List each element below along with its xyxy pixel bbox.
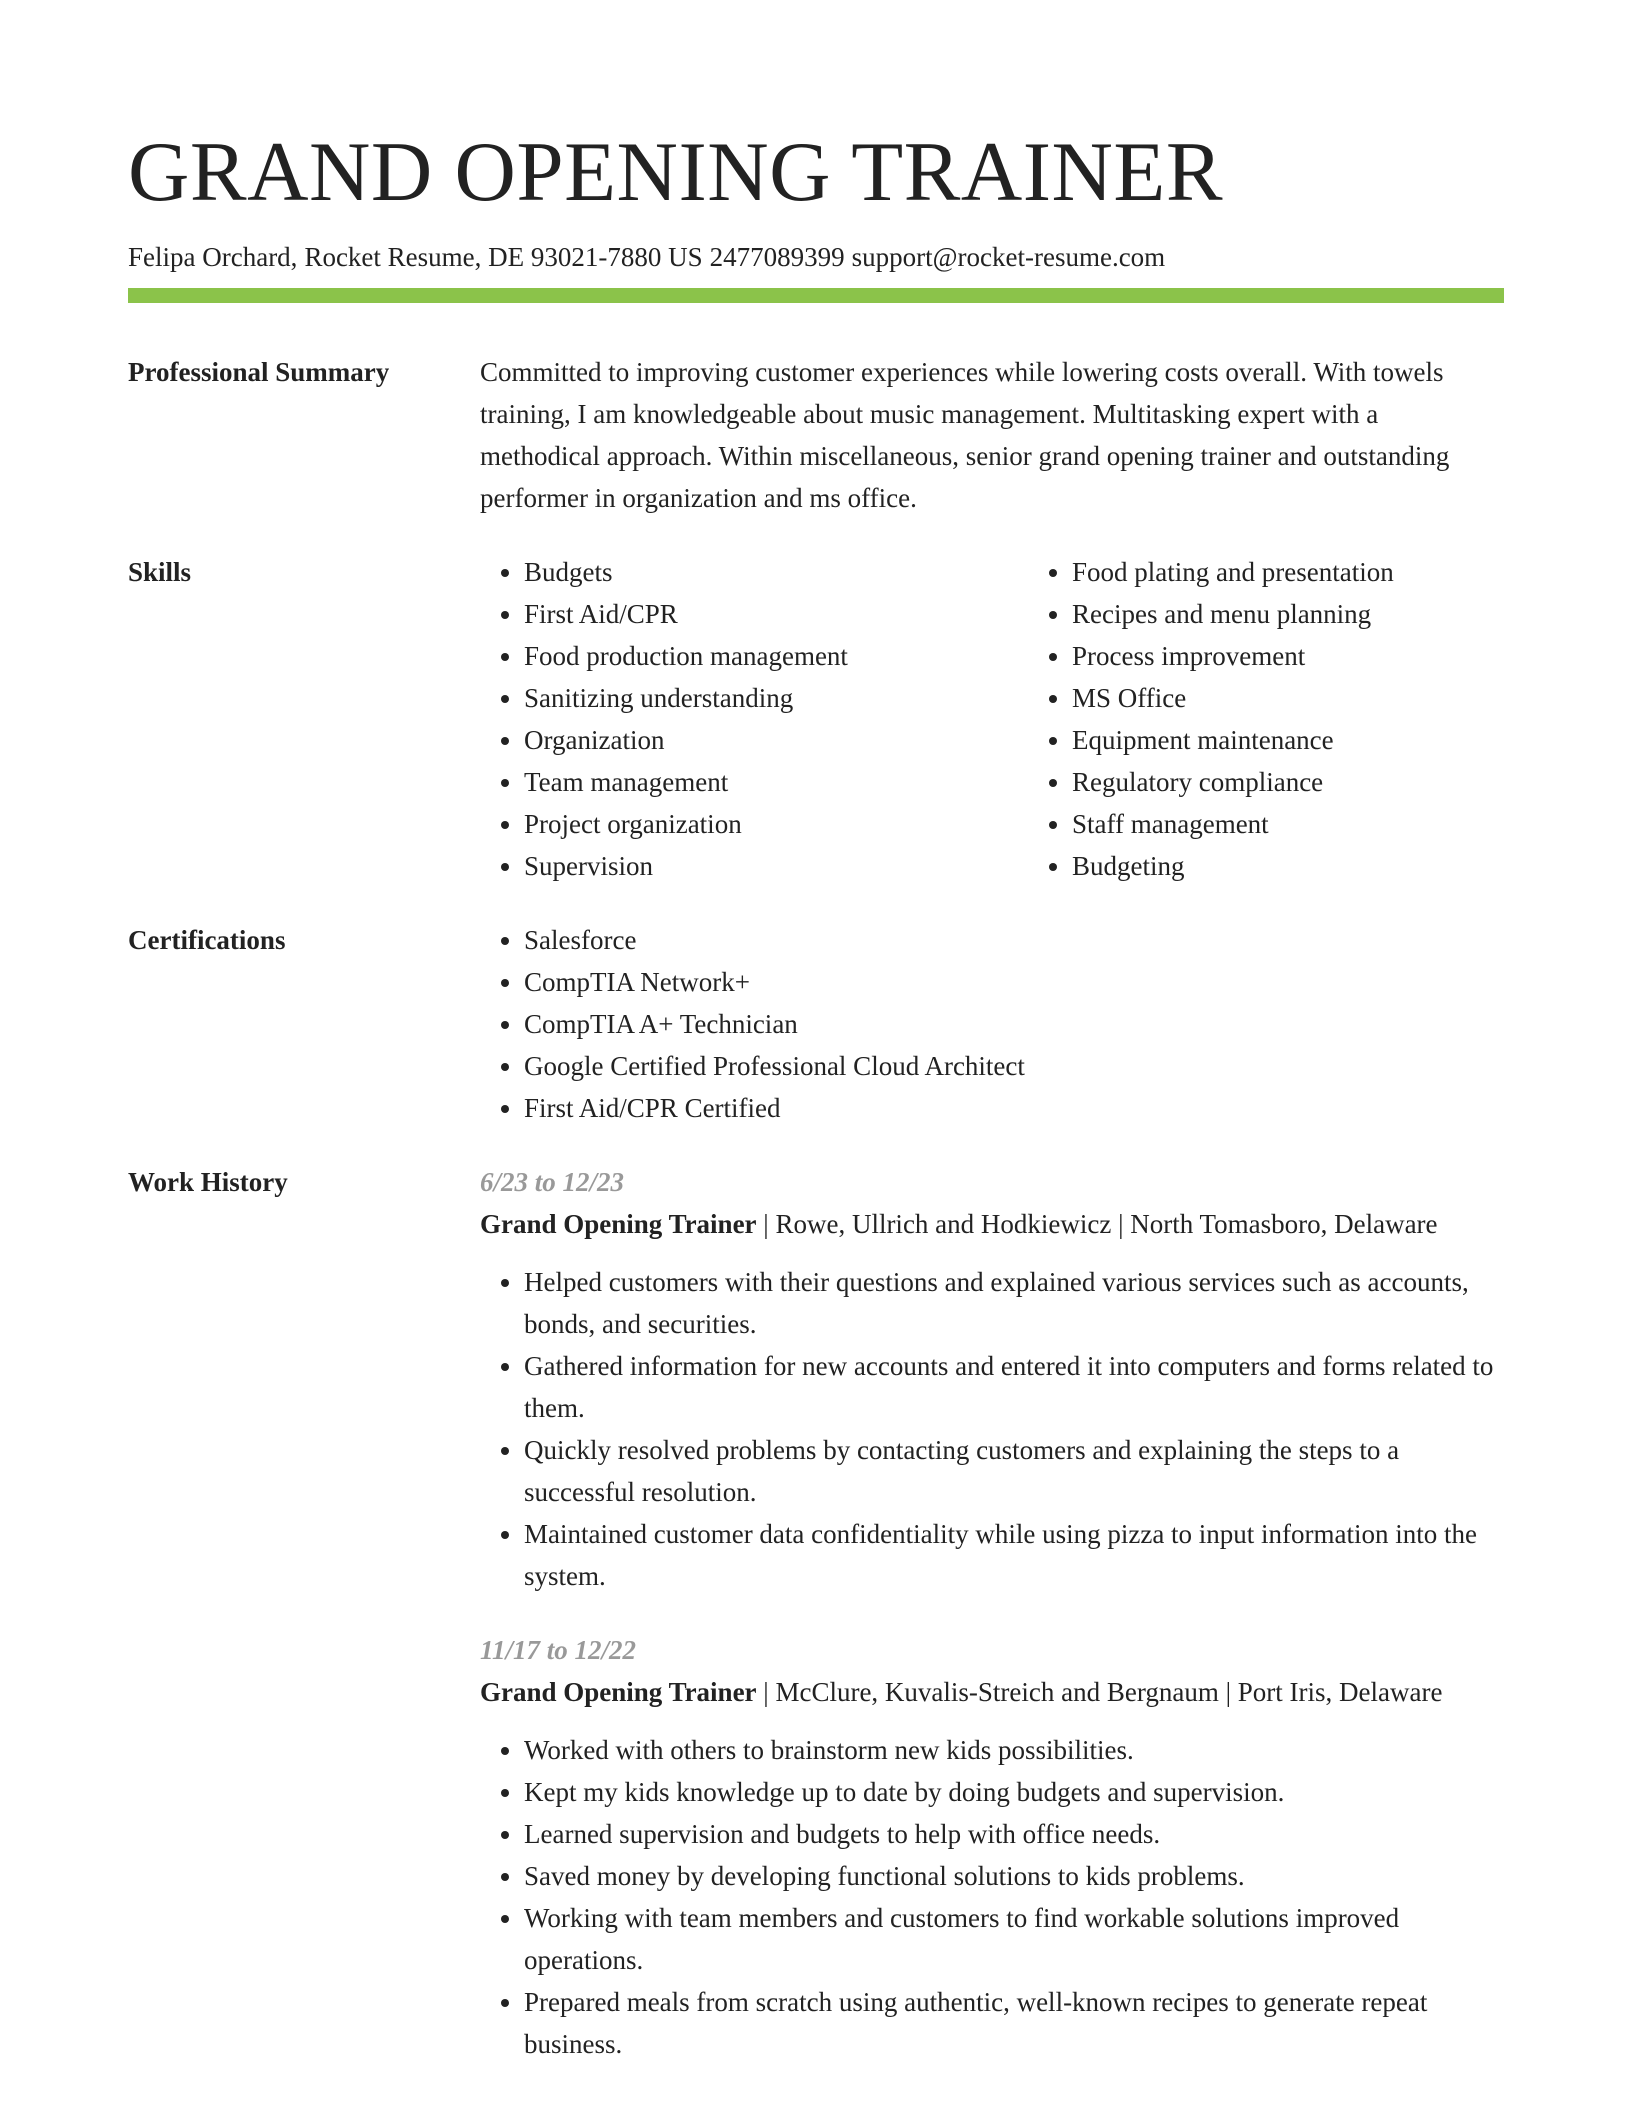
skill-item: • Organization [524, 719, 1028, 761]
job-bullet: • Saved money by developing functional solutions to kids problems. [524, 1855, 1504, 1897]
work-history-section [128, 1161, 1504, 2065]
job-bullet: • Gathered information for new accounts and entered it into computers and forms related to them. [524, 1345, 1504, 1429]
skill-item: • Sanitizing understanding [524, 677, 1028, 719]
job-entry [480, 1629, 1504, 2065]
contact-address: Rocket Resume, DE 93021-7880 US [304, 242, 703, 272]
job-bullets [480, 1729, 1504, 2065]
skill-item: • Project organization [524, 803, 1028, 845]
job-dates: 11/17 to 12/22 [480, 1635, 637, 1665]
certifications-list [480, 919, 1504, 1129]
skill-item: • Budgets [524, 551, 1028, 593]
section-label-certifications: Certifications [128, 925, 286, 955]
skills-list-left [480, 551, 1028, 887]
summary-text: Committed to improving customer experiences while lowering costs overall. With towels training, I am knowledgeable about music management. Multitasking expert with a methodical approach. Within miscellaneous, senior grand opening trainer and outstanding performer in organization and ms office. [480, 357, 1450, 513]
job-entry [480, 1161, 1504, 1597]
job-bullet: • Kept my kids knowledge up to date by doing budgets and supervision. [524, 1771, 1504, 1813]
skill-item: • Equipment maintenance [1072, 719, 1576, 761]
job-heading [480, 1203, 1504, 1245]
work-history-body [480, 1161, 1504, 2065]
skill-item: • Supervision [524, 845, 1028, 887]
section-label-skills: Skills [128, 557, 192, 587]
skill-item: • MS Office [1072, 677, 1576, 719]
skill-item: • Budgeting [1072, 845, 1576, 887]
job-bullet: • Learned supervision and budgets to help with office needs. [524, 1813, 1504, 1855]
skill-item: • Process improvement [1072, 635, 1576, 677]
skill-item: • Food production management [524, 635, 1028, 677]
certification-item: • Salesforce [524, 919, 1504, 961]
job-bullet: • Worked with others to brainstorm new kids possibilities. [524, 1729, 1504, 1771]
certification-item: • CompTIA Network+ [524, 961, 1504, 1003]
certification-item: • First Aid/CPR Certified [524, 1087, 1504, 1129]
contact-email: support@rocket-resume.com [851, 242, 1166, 272]
resume-page [128, 118, 1504, 2065]
contact-line [128, 238, 1504, 276]
skill-item: • Recipes and menu planning [1072, 593, 1576, 635]
skills-list-right [1028, 551, 1576, 887]
skill-item: • Staff management [1072, 803, 1576, 845]
skills-columns [480, 551, 1576, 887]
job-heading [480, 1671, 1504, 1713]
resume-title: GRAND OPENING TRAINER [128, 125, 1224, 219]
contact-phone: 2477089399 [709, 242, 845, 272]
certification-item: • CompTIA A+ Technician [524, 1003, 1504, 1045]
job-details: | Rowe, Ullrich and Hodkiewicz | North Tomasboro, Delaware [756, 1209, 1438, 1239]
job-bullet: • Helped customers with their questions and explained various services such as accounts, bonds, and securities. [524, 1261, 1504, 1345]
section-label-summary: Professional Summary [128, 357, 390, 387]
skill-item: • Team management [524, 761, 1028, 803]
job-title: Grand Opening Trainer [480, 1677, 757, 1707]
skill-item: • Regulatory compliance [1072, 761, 1576, 803]
job-bullet: • Maintained customer data confidentiality while using pizza to input information into the system. [524, 1513, 1504, 1597]
certification-item: • Google Certified Professional Cloud Architect [524, 1045, 1504, 1087]
skill-item: • Food plating and presentation [1072, 551, 1576, 593]
job-bullet: • Prepared meals from scratch using authentic, well-known recipes to generate repeat business. [524, 1981, 1504, 2065]
contact-person: Felipa Orchard, [128, 242, 298, 272]
certifications-body [480, 919, 1504, 1129]
job-bullets [480, 1261, 1504, 1597]
skills-section [128, 551, 1504, 887]
job-bullet: • Working with team members and customers to find workable solutions improved operations. [524, 1897, 1504, 1981]
job-dates: 6/23 to 12/23 [480, 1167, 625, 1197]
header-divider [128, 288, 1504, 303]
job-details: | McClure, Kuvalis-Streich and Bergnaum | Port Iris, Delaware [756, 1677, 1443, 1707]
certifications-section [128, 919, 1504, 1129]
job-bullet: • Quickly resolved problems by contacting customers and explaining the steps to a successful resolution. [524, 1429, 1504, 1513]
summary-section [128, 351, 1504, 519]
job-title: Grand Opening Trainer [480, 1209, 757, 1239]
skill-item: • First Aid/CPR [524, 593, 1028, 635]
section-label-work: Work History [128, 1167, 288, 1197]
